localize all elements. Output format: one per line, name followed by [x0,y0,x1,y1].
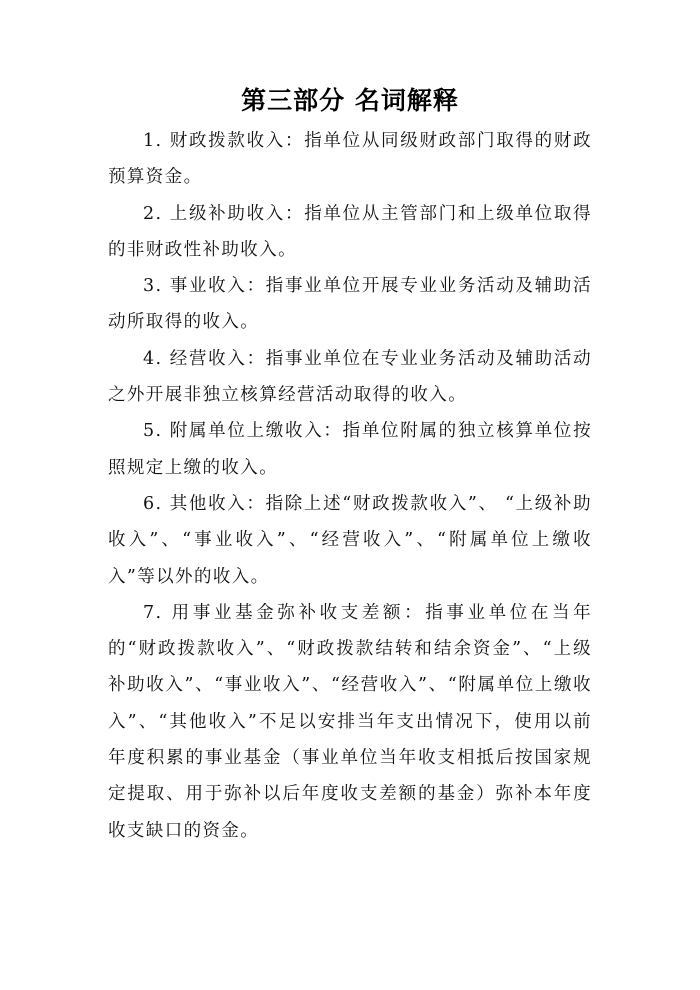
definition-business-revenue: 3. 事业收入：指事业单位开展专业业务活动及辅助活动所取得的收入。 [108,276,592,333]
definition-list [108,123,592,849]
definition-business-fund-offset: 7. 用事业基金弥补收支差额：指事业单位在当年的“财政拨款收入”、“财政拨款结转和结余资金”、“上级补助收入”、“事业收入”、“经营收入”、“附属单位上缴收入”、“其他收入”不足以安排当年支出情况下，使用以前年度积累的事业基金（事业单位当年收支相抵后按国家规定提取、用于弥补以后年度收支差额的基金）弥补本年度收支缺口的资金。 [108,602,592,841]
definition-other-revenue: 6. 其他收入：指除上述“财政拨款收入”、 “上级补助收入”、“事业收入”、“经营收入”、“附属单位上缴收入”等以外的收入。 [108,493,592,587]
definition-financial-appropriation-revenue: 1. 财政拨款收入：指单位从同级财政部门取得的财政预算资金。 [108,131,592,188]
definition-operating-revenue: 4. 经营收入：指事业单位在专业业务活动及辅助活动之外开展非独立核算经营活动取得的收入。 [108,348,592,406]
definition-superior-subsidy-revenue: 2. 上级补助收入：指单位从主管部门和上级单位取得的非财政性补助收入。 [108,203,592,260]
page-title: 第三部分 名词解释 [241,86,459,115]
definition-affiliated-unit-remittance: 5. 附属单位上缴收入：指单位附属的独立核算单位按照规定上缴的收入。 [108,421,592,478]
